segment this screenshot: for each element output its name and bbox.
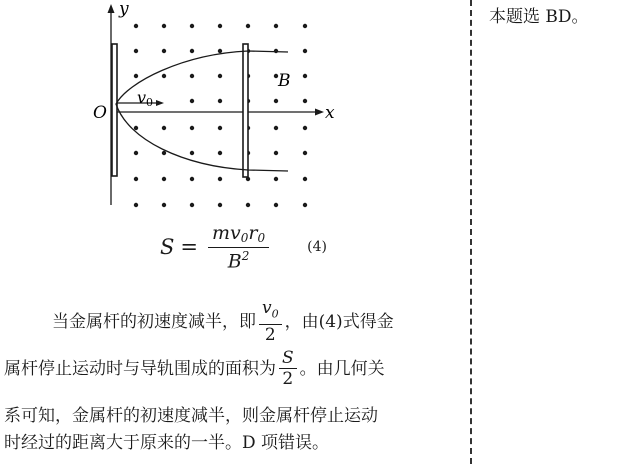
num-v: v xyxy=(230,221,241,244)
field-dot xyxy=(274,49,278,53)
formula-denominator xyxy=(228,248,250,272)
field-dot xyxy=(303,151,307,155)
field-dot xyxy=(162,203,166,207)
field-dot xyxy=(218,126,222,130)
field-dot xyxy=(303,24,307,28)
area-formula xyxy=(160,222,327,272)
field-dot xyxy=(190,126,194,130)
field-dot xyxy=(190,203,194,207)
field-dot xyxy=(218,151,222,155)
field-dot xyxy=(274,151,278,155)
velocity-label: v0 xyxy=(137,88,154,109)
field-dot xyxy=(134,49,138,53)
trajectory-curve xyxy=(116,51,288,171)
field-dot xyxy=(246,24,250,28)
field-dot xyxy=(190,151,194,155)
equation-number: (4) xyxy=(307,239,327,255)
left-rail xyxy=(112,44,117,176)
field-dot xyxy=(134,126,138,130)
den-b-sup: 2 xyxy=(241,248,250,263)
field-dot xyxy=(274,203,278,207)
field-dot xyxy=(134,203,138,207)
line2-text-a: 属杆停止运动时与导轨围成的面积为 xyxy=(4,358,276,379)
field-dot xyxy=(218,203,222,207)
field-dot xyxy=(218,49,222,53)
field-dot xyxy=(303,126,307,130)
field-dot xyxy=(190,49,194,53)
y-axis-label: y xyxy=(119,0,129,19)
formula-equals: = xyxy=(180,235,198,259)
field-dot xyxy=(274,177,278,181)
formula-numerator xyxy=(208,222,269,248)
line1-frac-num-v: v xyxy=(262,298,272,318)
field-dot xyxy=(274,24,278,28)
num-r-sub: 0 xyxy=(257,230,266,245)
line1-frac-num xyxy=(259,298,282,325)
velocity-arrowhead xyxy=(156,100,164,106)
paragraph-line-2 xyxy=(0,348,456,389)
field-dot xyxy=(274,99,278,103)
magnetic-field-figure xyxy=(88,0,348,215)
den-b: B xyxy=(227,250,242,273)
num-r: r xyxy=(248,221,258,244)
field-dot xyxy=(246,203,250,207)
line2-fraction xyxy=(279,348,297,389)
line2-frac-num: S xyxy=(279,348,297,369)
field-dot xyxy=(162,24,166,28)
line2-frac-den: 2 xyxy=(282,369,294,389)
formula-lhs: S xyxy=(160,235,175,259)
line2-text-b: 。由几何关 xyxy=(299,358,385,379)
field-dot xyxy=(134,24,138,28)
line1-frac-den: 2 xyxy=(264,325,276,346)
field-dot xyxy=(303,74,307,78)
line1-fraction xyxy=(259,298,282,345)
field-dot xyxy=(162,74,166,78)
field-dot xyxy=(134,151,138,155)
formula-fraction xyxy=(208,222,269,272)
num-m: m xyxy=(212,221,231,244)
line1-frac-num-sub: 0 xyxy=(271,307,279,321)
field-dot xyxy=(190,24,194,28)
field-dot xyxy=(134,177,138,181)
paragraph-line-1 xyxy=(0,298,452,345)
field-dot xyxy=(303,49,307,53)
field-dot xyxy=(218,177,222,181)
field-label: B xyxy=(278,71,291,91)
origin-label: O xyxy=(93,103,107,123)
field-dot xyxy=(190,74,194,78)
field-dot xyxy=(190,99,194,103)
field-dot xyxy=(162,151,166,155)
metal-bar xyxy=(243,44,248,177)
field-dot xyxy=(303,99,307,103)
paragraph-line-3: 系可知，金属杆的初速度减半，则金属杆停止运动 xyxy=(4,406,378,426)
field-dot xyxy=(303,203,307,207)
line1-text-b: ，由(4)式得金 xyxy=(284,311,394,332)
paragraph-line-4: 时经过的距离大于原来的一半。D 项错误。 xyxy=(4,433,330,453)
x-axis-arrow xyxy=(315,109,324,116)
field-dot xyxy=(162,177,166,181)
field-dot xyxy=(162,126,166,130)
field-dot xyxy=(162,49,166,53)
field-dot xyxy=(303,177,307,181)
field-dot xyxy=(218,74,222,78)
y-axis-arrow xyxy=(108,4,115,13)
num-v-sub: 0 xyxy=(240,230,249,245)
line1-text-a: 当金属杆的初速度减半，即 xyxy=(52,311,256,332)
x-axis-label: x xyxy=(325,103,335,123)
field-dot xyxy=(134,74,138,78)
field-dot xyxy=(218,99,222,103)
column-divider xyxy=(470,0,472,464)
field-dot xyxy=(274,126,278,130)
answer-text: 本题选 BD。 xyxy=(489,7,589,27)
field-dot xyxy=(218,24,222,28)
field-dot xyxy=(190,177,194,181)
